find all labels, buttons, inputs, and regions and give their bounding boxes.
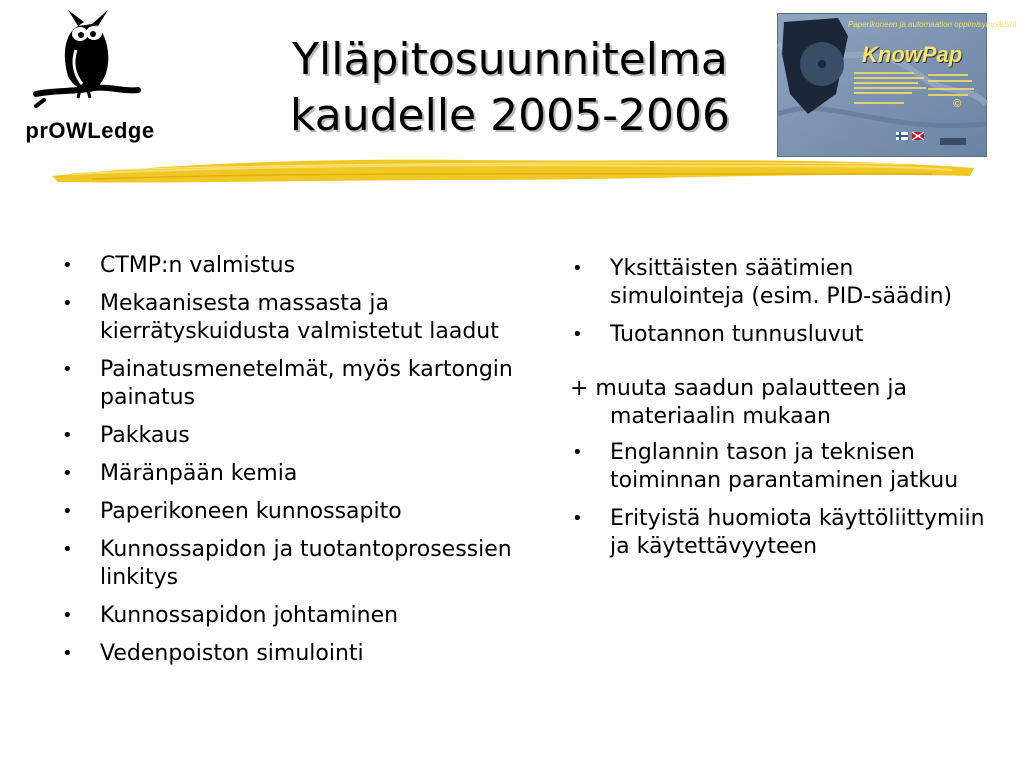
list-item: • Yksittäisten säätimien simulointeja (esim. PID-säädin) (572, 256, 953, 309)
knowpap-title: KnowPap (862, 42, 963, 67)
knowpap-subtitle: Paperikoneen ja automaation oppimisympäristö (848, 20, 1017, 29)
list-item: • Kunnossapidon johtaminen (62, 603, 399, 628)
bullet: • (62, 425, 73, 446)
list-item: • Tuotannon tunnusluvut (572, 322, 864, 347)
bullet: • (62, 643, 73, 664)
list-item: • Englannin tason ja teknisen toiminnan parantaminen jatkuu (572, 440, 959, 493)
bullet: • (62, 463, 73, 484)
slide-title (230, 32, 790, 144)
list-item: • CTMP:n valmistus (62, 253, 296, 278)
list-item: • Märänpään kemia (62, 461, 298, 486)
list-item: • Pakkaus (62, 423, 190, 448)
bullet: • (572, 508, 583, 529)
note-text: + muuta saadun palautteen ja materiaalin mukaan (570, 376, 907, 429)
bullet: • (62, 359, 73, 380)
list-item: • Paperikoneen kunnossapito (62, 499, 402, 524)
left-bullet-list (60, 252, 520, 678)
list-item: • Erityistä huomiota käyttöliittymiin ja käytettävyyteen (572, 506, 985, 559)
bullet: • (62, 501, 73, 522)
bullet: • (572, 442, 583, 463)
list-item: • Painatusmenetelmät, myös kartongin painatus (62, 357, 513, 410)
list-item: • Kunnossapidon ja tuotantoprosessien linkitys (62, 537, 512, 590)
owl-icon (34, 6, 144, 116)
right-bullet-list (570, 255, 990, 571)
knowpap-image (777, 13, 1017, 157)
title-line-2: kaudelle 2005-2006 (290, 90, 730, 141)
knowpap-copyright: © (953, 98, 962, 110)
bullet: • (572, 324, 583, 345)
bullet: • (62, 605, 73, 626)
bullet: • (62, 293, 73, 314)
bullet: • (572, 258, 583, 279)
title-line-1: Ylläpitosuunnitelma (292, 34, 728, 85)
logo-text: prOWLedge (25, 118, 155, 143)
list-item: • Vedenpoiston simulointi (62, 641, 364, 666)
prowledge-logo (20, 6, 160, 146)
bullet: • (62, 255, 73, 276)
bullet: • (62, 539, 73, 560)
list-item: • Mekaanisesta massasta ja kierrätyskuidusta valmistetut laadut (62, 291, 499, 344)
